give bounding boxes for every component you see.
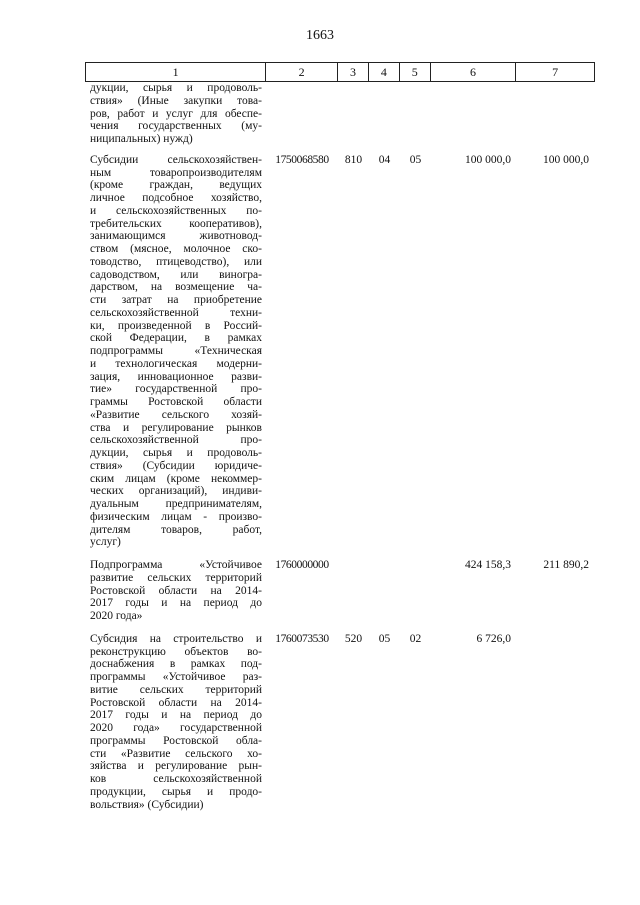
section-code: 05 [378, 632, 391, 645]
column-header-6: 6 [431, 63, 517, 81]
description-line: 2017 годы и на период до [90, 597, 262, 610]
row-description [85, 633, 266, 812]
description-line: занимающимся животновод- [90, 230, 262, 243]
table-row [85, 82, 595, 146]
amount-column-6: 424 158,3 [465, 559, 511, 571]
description-line: вольствия» (Субсидии) [90, 798, 204, 811]
description-line: 2020 года» государственной [90, 722, 262, 734]
description-line: Подпрограмма «Устойчивое [90, 559, 262, 571]
description-line: тие» государственной про- [90, 383, 262, 396]
description-line: и технологическая модерни- [90, 357, 262, 370]
column-header-5: 5 [400, 63, 431, 81]
section-code: 04 [378, 153, 391, 166]
description-line: ствия» (Иные закупки това- [90, 94, 262, 107]
description-line: 2020 года» [90, 610, 143, 622]
target-article-code: 1750068580 [275, 153, 329, 166]
description-line: ров, работ и услуг для обеспе- [90, 107, 262, 120]
amount-column-7: 211 890,2 [543, 559, 589, 571]
description-line: садоводством, или виногра- [90, 268, 262, 281]
expense-type-code: 520 [344, 632, 363, 645]
amount-column-6: 6 726,0 [476, 632, 511, 645]
column-header-7: 7 [552, 64, 559, 79]
budget-table [85, 62, 595, 811]
expense-type-code: 810 [344, 153, 363, 166]
description-line: ческих организаций), индиви- [90, 485, 262, 498]
description-line: чения государственных (му- [90, 120, 262, 133]
description-line: реконструкцию объектов во- [90, 645, 262, 658]
section-code [369, 82, 400, 146]
description-line: сти «Развитие сельского хо- [90, 747, 262, 760]
description-line: ства и регулирование рынков [90, 421, 262, 434]
row-description [85, 154, 266, 549]
description-line: услуг) [90, 536, 121, 549]
table-row [85, 154, 595, 549]
subsection-code: 02 [409, 632, 422, 645]
description-line: Ростовской области на 2014- [90, 584, 262, 597]
table-row [85, 633, 595, 812]
description-line: 2017 годы и на период до [90, 709, 262, 722]
description-line: зяйства и регулирование рын- [90, 760, 262, 773]
description-line: ки, произведенной в Россий- [90, 319, 262, 332]
amount-column-7 [517, 82, 595, 146]
description-line: Ростовской области на 2014- [90, 696, 262, 709]
description-line: товодство, птицеводство), или [90, 255, 262, 268]
amount-column-7 [517, 633, 595, 812]
description-line: ствия» (Субсидии юридиче- [90, 459, 262, 472]
description-line: дарством, на возмещение ча- [90, 281, 262, 294]
description-line: дуальным предпринимателям, [90, 498, 262, 510]
description-line: сельскохозяйственной про- [90, 434, 262, 447]
description-line: дукции, сырья и продоволь- [90, 82, 262, 94]
description-line: личное подсобное хозяйство, [90, 192, 262, 204]
description-line: программы Ростовской обла- [90, 734, 262, 747]
page-number: 1663 [306, 28, 334, 43]
description-line: дукции, сырья и продоволь- [90, 447, 262, 459]
description-line: сельскохозяйственной техни- [90, 306, 262, 319]
subsection-code [400, 82, 431, 146]
description-line: ской Федерации, в рамках [90, 332, 262, 345]
section-code [369, 559, 400, 623]
description-line: ниципальных) нужд) [90, 133, 193, 145]
column-header-2: 2 [266, 63, 338, 81]
amount-column-6: 100 000,0 [465, 153, 511, 166]
description-line: ством (мясное, молочное ско- [90, 243, 262, 255]
description-line: (кроме граждан, ведущих [90, 179, 262, 192]
description-line: зация, инновационное разви- [90, 370, 262, 383]
description-line: сти затрат на приобретение [90, 294, 262, 306]
description-line: и сельскохозяйственных по- [90, 204, 262, 217]
description-line: витие сельских территорий [90, 683, 262, 696]
row-description [85, 82, 266, 146]
amount-column-6 [431, 82, 517, 146]
subsection-code: 05 [409, 153, 422, 166]
description-line: ским лицам (кроме некоммер- [90, 472, 262, 485]
description-line: ным товаропроизводителям [90, 166, 262, 179]
row-description [85, 559, 266, 623]
description-line: дителям товаров, работ, [90, 523, 262, 536]
description-line: требительских кооперативов), [90, 217, 262, 230]
target-article-code: 1760073530 [275, 632, 329, 645]
column-header-1: 1 [86, 63, 266, 81]
target-article-code: 1760000000 [275, 559, 329, 571]
description-line: граммы Ростовской области [90, 396, 262, 408]
table-body [85, 82, 595, 811]
column-header-4: 4 [369, 63, 400, 81]
description-line: ков сельскохозяйственной [90, 773, 262, 785]
description-line: подпрограммы «Техническая [90, 345, 262, 357]
description-line: физическим лицам - произво- [90, 510, 262, 523]
description-line: программы «Устойчивое раз- [90, 671, 262, 683]
description-line: Субсидии сельскохозяйствен- [90, 153, 262, 166]
amount-column-7: 100 000,0 [543, 153, 589, 166]
description-line: развитие сельских территорий [90, 571, 262, 584]
subsection-code [400, 559, 431, 623]
table-header-row [85, 62, 595, 82]
description-line: продукции, сырья и продо- [90, 785, 262, 798]
description-line: Субсидия на строительство и [90, 632, 262, 645]
expense-type-code [338, 82, 369, 146]
expense-type-code [338, 559, 369, 623]
table-row [85, 559, 595, 623]
column-header-3: 3 [338, 63, 369, 81]
description-line: доснабжения в рамках под- [90, 658, 262, 671]
target-article-code [266, 82, 338, 146]
description-line: «Развитие сельского хозяй- [90, 408, 262, 421]
